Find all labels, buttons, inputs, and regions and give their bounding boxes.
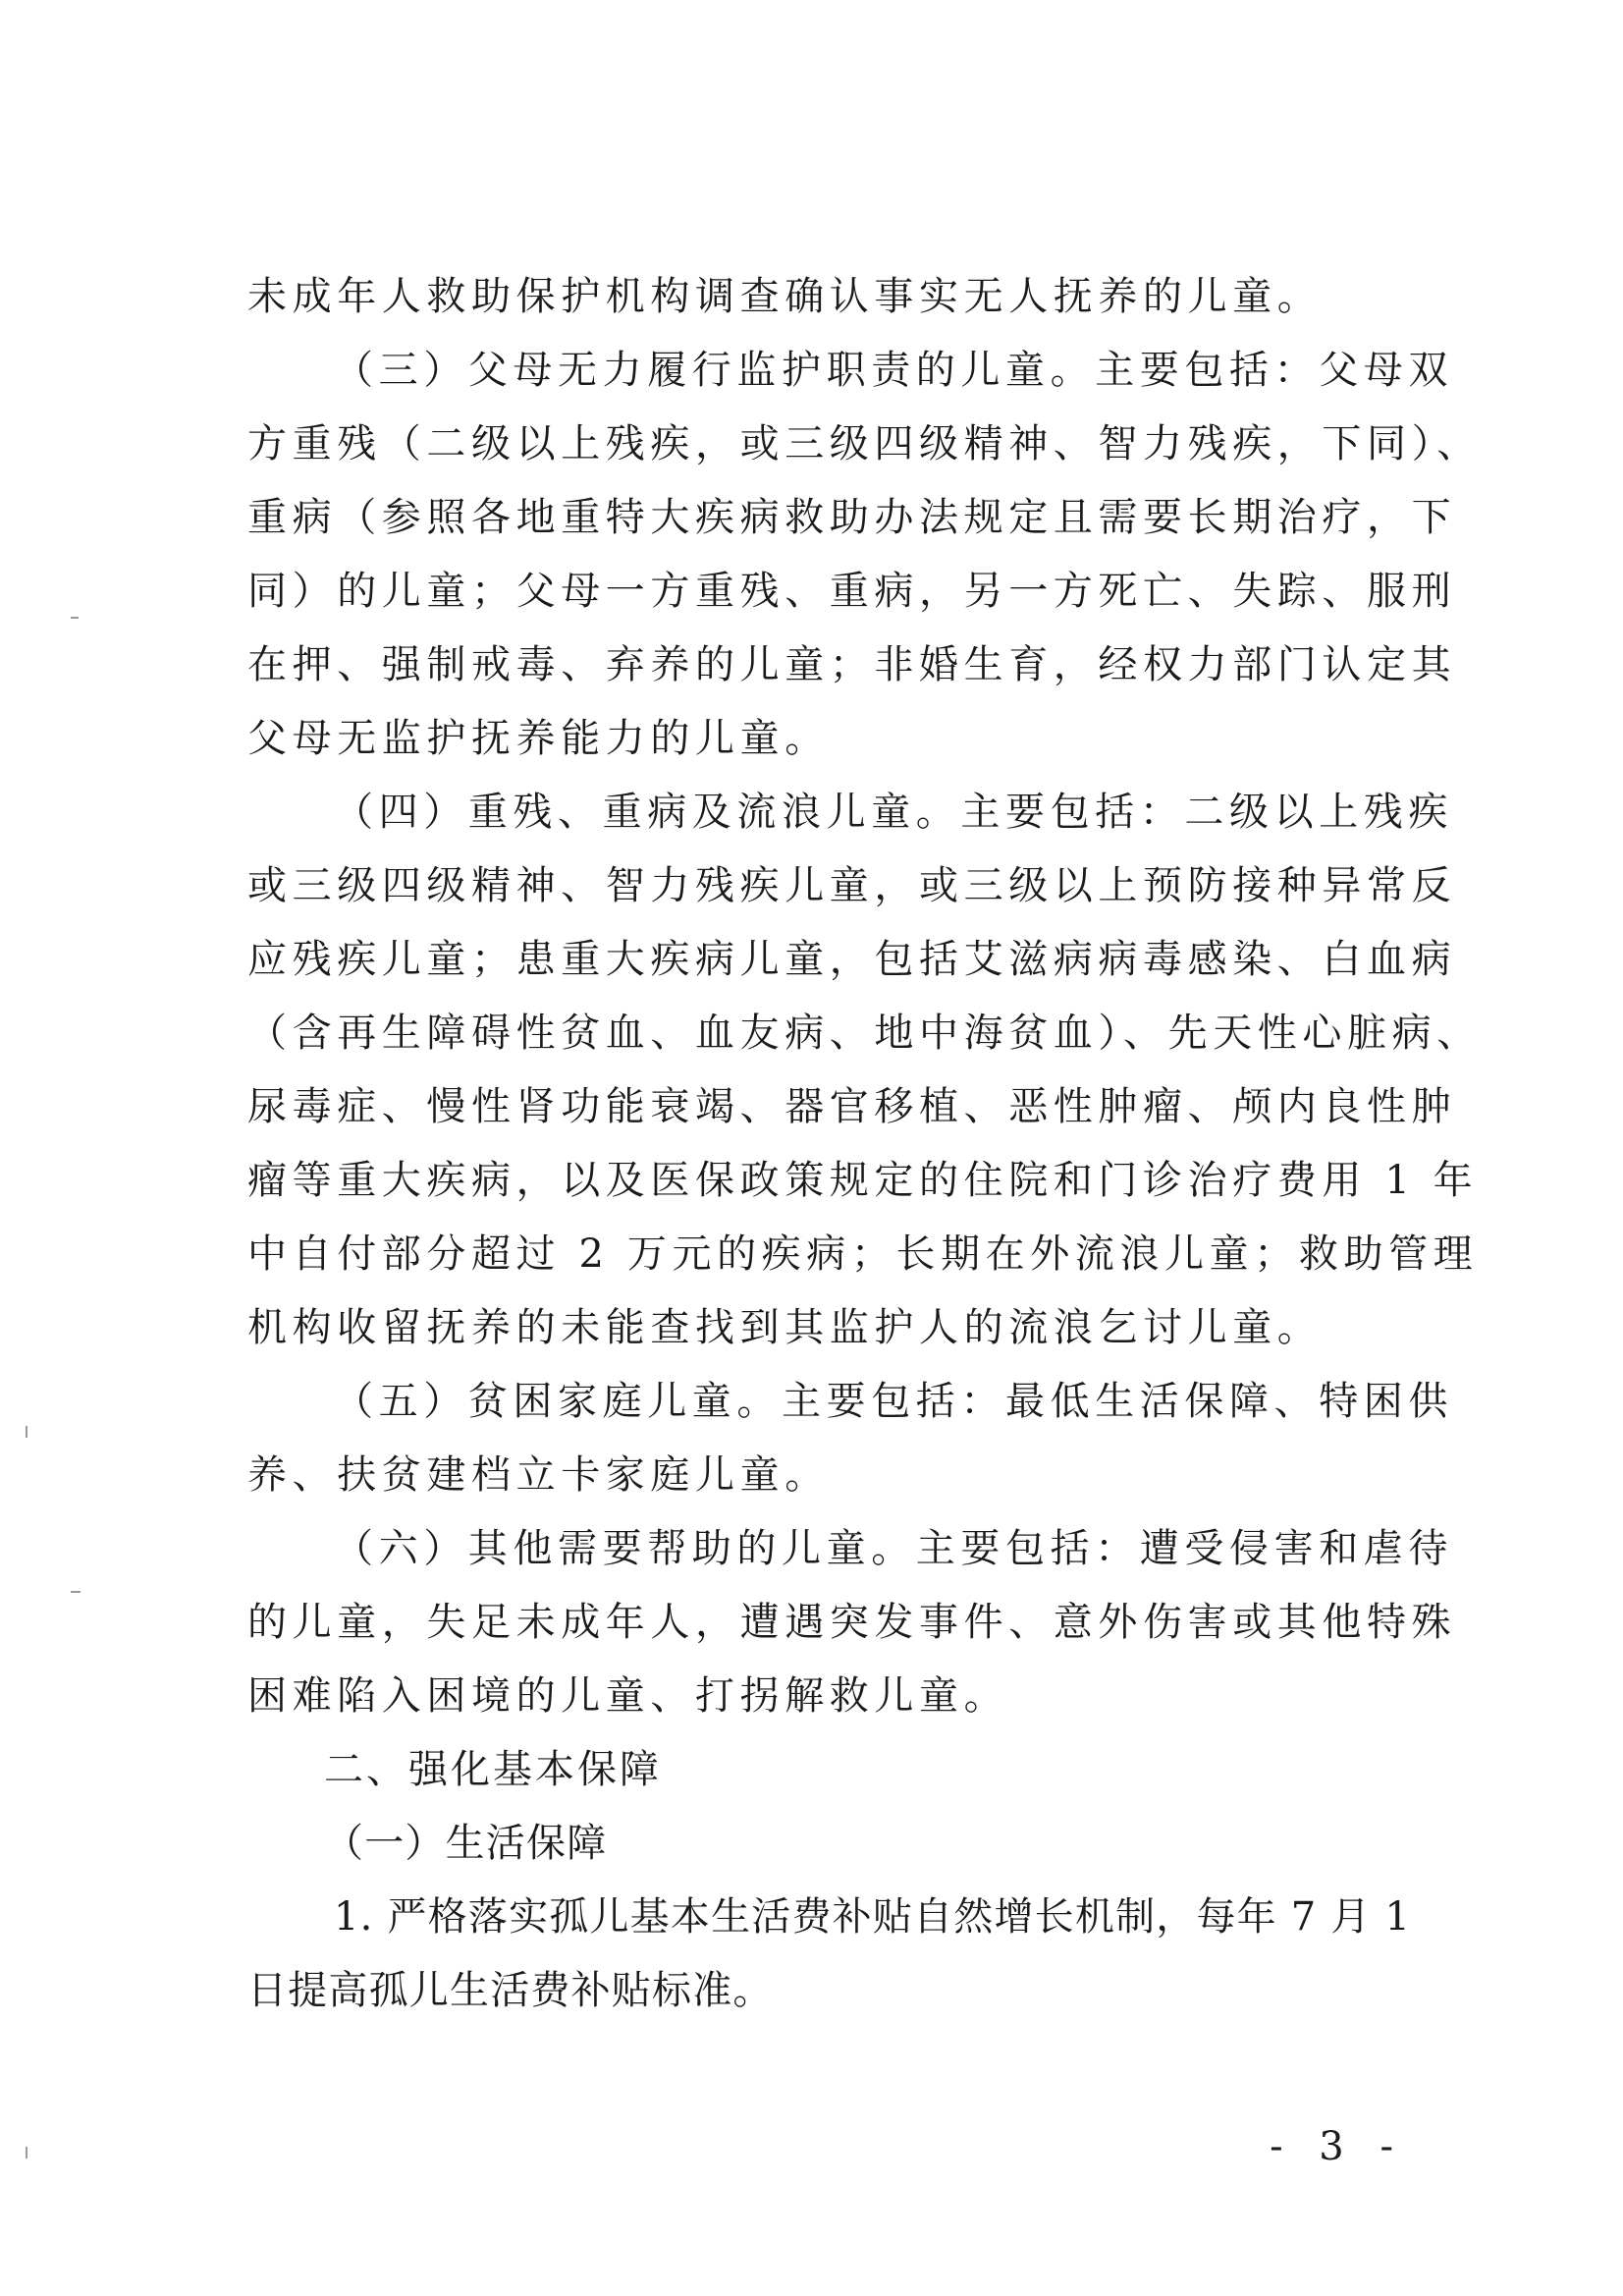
text-line: （四）重残、重病及流浪儿童。主要包括：二级以上残疾 [334, 790, 1453, 835]
scan-mark [71, 1591, 81, 1593]
scan-mark [71, 617, 79, 619]
text-line: 或三级四级精神、智力残疾儿童，或三级以上预防接种异常反 [247, 863, 1457, 908]
text-line: 在押、强制戒毒、弃养的儿童；非婚生育，经权力部门认定其 [247, 642, 1457, 687]
scan-mark [26, 2147, 27, 2159]
text-line: （六）其他需要帮助的儿童。主要包括：遭受侵害和虐待 [334, 1526, 1453, 1571]
page-number: - 3 - [1270, 2124, 1405, 2169]
section-heading: 二、强化基本保障 [324, 1747, 662, 1792]
text-line: 方重残（二级以上残疾，或三级四级精神、智力残疾，下同）、 [247, 421, 1482, 466]
text-line: 同）的儿童；父母一方重残、重病，另一方死亡、失踪、服刑 [247, 569, 1457, 614]
text-line: 尿毒症、慢性肾功能衰竭、器官移植、恶性肿瘤、颅内良性肿 [247, 1084, 1457, 1129]
text-line: 养、扶贫建档立卡家庭儿童。 [247, 1452, 830, 1498]
text-line: 中自付部分超过 2 万元的疾病；长期在外流浪儿童；救助管理 [247, 1231, 1479, 1277]
text-line: 的儿童，失足未成年人，遭遇突发事件、意外伤害或其他特殊 [247, 1600, 1457, 1645]
text-line: 日提高孤儿生活费补贴标准。 [247, 1968, 774, 2013]
text-line: 1. 严格落实孤儿基本生活费补贴自然增长机制，每年 7 月 1 [334, 1894, 1412, 1940]
subsection-heading: （一）生活保障 [324, 1821, 608, 1866]
scan-mark [26, 1426, 27, 1438]
text-line: 机构收留抚养的未能查找到其监护人的流浪乞讨儿童。 [247, 1305, 1323, 1350]
text-line: （三）父母无力履行监护职责的儿童。主要包括：父母双 [334, 348, 1453, 393]
text-line: （五）贫困家庭儿童。主要包括：最低生活保障、特困供 [334, 1379, 1453, 1424]
text-line: 未成年人救助保护机构调查确认事实无人抚养的儿童。 [247, 274, 1323, 319]
text-line: 重病（参照各地重特大疾病救助办法规定且需要长期治疗，下 [247, 495, 1457, 540]
text-line: 父母无监护抚养能力的儿童。 [247, 716, 830, 761]
text-line: 困难陷入困境的儿童、打拐解救儿童。 [247, 1673, 1009, 1719]
text-line: 应残疾儿童；患重大疾病儿童，包括艾滋病病毒感染、白血病 [247, 937, 1457, 982]
text-line: （含再生障碍性贫血、血友病、地中海贫血）、先天性心脏病、 [247, 1011, 1482, 1056]
text-line: 瘤等重大疾病，以及医保政策规定的住院和门诊治疗费用 1 年 [247, 1158, 1479, 1203]
